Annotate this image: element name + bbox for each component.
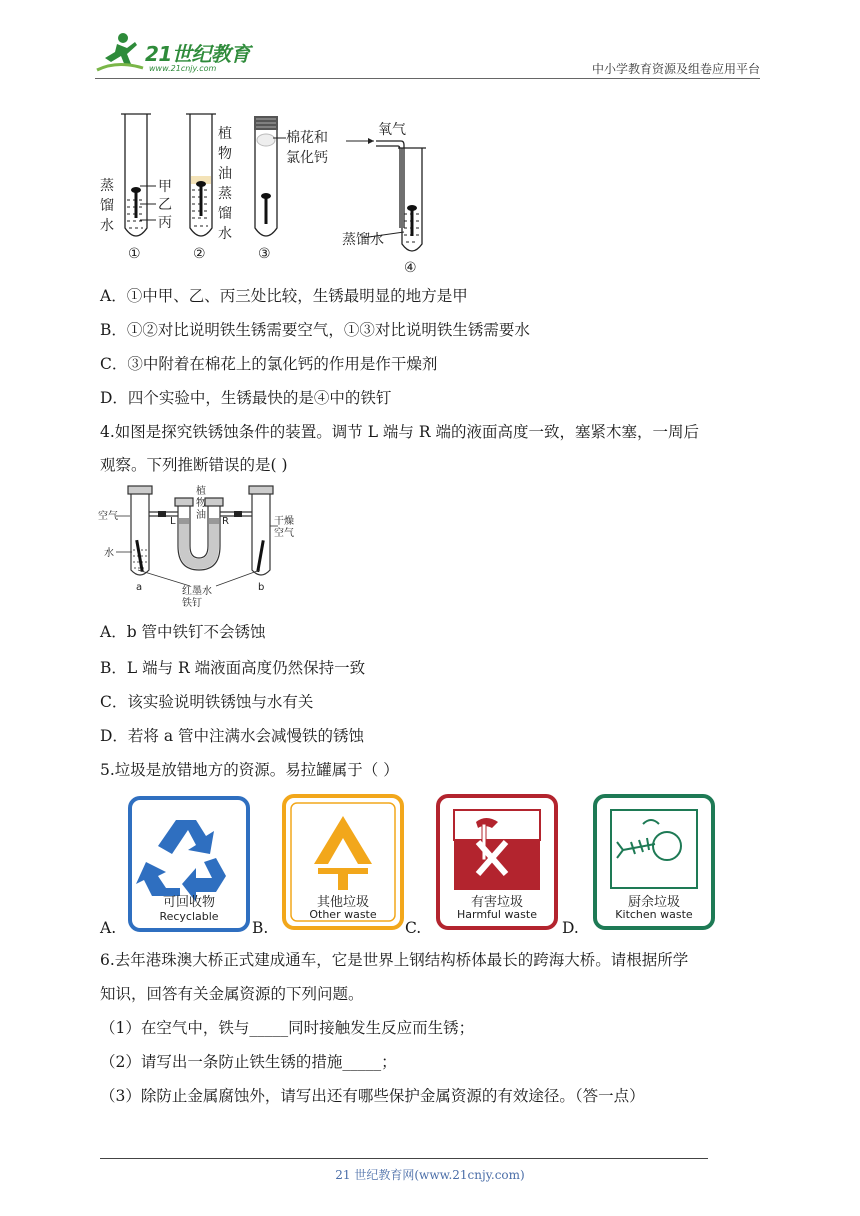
tube1-water-label-3: 水 xyxy=(100,218,114,234)
bin-c-en: Harmful waste xyxy=(456,908,538,921)
tube1-yi: 乙 xyxy=(158,197,172,213)
footer-text[interactable]: 21 世纪教育网(www.21cnjy.com) xyxy=(335,1168,525,1182)
bin-d-en: Kitchen waste xyxy=(615,908,693,921)
bin-kitchen[interactable] xyxy=(593,794,715,930)
rust-tubes-figure xyxy=(98,108,428,278)
tube3-label-2: 氯化钙 xyxy=(286,150,328,166)
tube2-label-6: 水 xyxy=(218,226,232,242)
L-label: L xyxy=(170,516,176,527)
q5-letter-d: D. xyxy=(562,919,579,937)
tube2-label-2: 物 xyxy=(218,146,232,162)
nail-label: 铁钉 xyxy=(182,598,202,609)
q3-option-b: B．①②对比说明铁生锈需要空气，①③对比说明铁生锈需要水 xyxy=(100,321,530,339)
site-logo[interactable] xyxy=(95,30,265,80)
oil-label-3: 油 xyxy=(196,510,206,521)
runner-logo-icon xyxy=(95,30,147,76)
tube1-bing: 丙 xyxy=(158,215,172,231)
q6-sub-1: （1）在空气中，铁与_____同时接触发生反应而生锈； xyxy=(100,1019,475,1037)
q4-option-a: A．b 管中铁钉不会锈蚀 xyxy=(100,623,266,641)
u-tube-figure xyxy=(98,484,318,610)
tube1-water-label-2: 馏 xyxy=(100,198,114,214)
q4-stem-line-1: 4.如图是探究铁锈蚀条件的装置。调节 L 端与 R 端的液面高度一致，塞紧木塞，一周后 xyxy=(100,423,699,441)
bin-other[interactable] xyxy=(282,794,404,930)
bin-c-cn: 有害垃圾 xyxy=(470,895,524,910)
bin-recyclable[interactable] xyxy=(128,796,250,932)
q5-letter-b: B. xyxy=(252,919,269,937)
q3-option-d: D．四个实验中，生锈最快的是④中的铁钉 xyxy=(100,389,392,407)
tube4-gas-label: 氧气 xyxy=(378,122,406,138)
tube2-label-4: 蒸 xyxy=(218,186,232,202)
tube1-jia: 甲 xyxy=(158,179,172,195)
logo-url: www.21cnjy.com xyxy=(149,64,217,73)
bin-d-cn: 厨余垃圾 xyxy=(627,895,681,910)
logo-text: 21世纪教育 xyxy=(145,42,250,66)
tube4-number: ④ xyxy=(404,260,417,276)
q4-option-b: B．L 端与 R 端液面高度仍然保持一致 xyxy=(100,659,366,677)
tube2-label-3: 油 xyxy=(218,166,232,182)
footer-divider xyxy=(100,1158,708,1159)
q4-stem-line-2: 观察。下列推断错误的是( ) xyxy=(100,456,288,474)
q6-stem-line-2: 知识，回答有关金属资源的下列问题。 xyxy=(100,985,364,1003)
tube1-number: ① xyxy=(128,246,141,262)
bin-a-en: Recyclable xyxy=(159,910,219,923)
dry-label-2: 空气 xyxy=(274,528,294,539)
q5-stem: 5.垃圾是放错地方的资源。易拉罐属于（ ） xyxy=(100,761,399,779)
tube3-label-1: 棉花和 xyxy=(286,130,328,146)
page-header xyxy=(95,30,760,80)
bin-b-cn: 其他垃圾 xyxy=(316,895,370,910)
water-label: 水 xyxy=(104,548,114,559)
tube3-number: ③ xyxy=(258,246,271,262)
oil-label-1: 植 xyxy=(196,486,206,497)
tube-b-label: b xyxy=(258,582,265,593)
q3-option-c: C．③中附着在棉花上的氯化钙的作用是作干燥剂 xyxy=(100,355,438,373)
air-label: 空气 xyxy=(98,511,118,522)
q6-stem-line-1: 6.去年港珠澳大桥正式建成通车，它是世界上钢结构桥体最长的跨海大桥。请根据所学 xyxy=(100,951,689,969)
tube4-water-label: 蒸馏水 xyxy=(342,232,384,248)
platform-name: 中小学教育资源及组卷应用平台 xyxy=(591,62,760,76)
tube-a-label: a xyxy=(136,582,143,593)
tube2-number: ② xyxy=(193,246,206,262)
q5-letter-a: A. xyxy=(100,919,117,937)
tube1-water-label-1: 蒸 xyxy=(100,178,114,194)
q4-option-c: C．该实验说明铁锈蚀与水有关 xyxy=(100,693,314,711)
R-label: R xyxy=(222,516,229,527)
dry-label-1: 干燥 xyxy=(274,516,294,527)
q6-sub-3: （3）除防止金属腐蚀外，请写出还有哪些保护金属资源的有效途径。（答一点） xyxy=(100,1087,645,1105)
bin-a-cn: 可回收物 xyxy=(162,895,216,910)
bin-b-en: Other waste xyxy=(309,908,377,921)
bin-harmful[interactable] xyxy=(436,794,558,930)
oil-label-2: 物 xyxy=(196,498,206,509)
q6-sub-2: （2）请写出一条防止铁生锈的措施_____； xyxy=(100,1053,397,1071)
red-ink-label: 红墨水 xyxy=(182,586,212,597)
header-divider xyxy=(95,78,760,79)
tube2-label-5: 馏 xyxy=(218,206,232,222)
q5-letter-c: C. xyxy=(405,919,422,937)
tube2-label-1: 植 xyxy=(218,126,232,142)
q4-option-d: D．若将 a 管中注满水会减慢铁的锈蚀 xyxy=(100,727,365,745)
q3-option-a: A．①中甲、乙、丙三处比较，生锈最明显的地方是甲 xyxy=(100,287,468,305)
